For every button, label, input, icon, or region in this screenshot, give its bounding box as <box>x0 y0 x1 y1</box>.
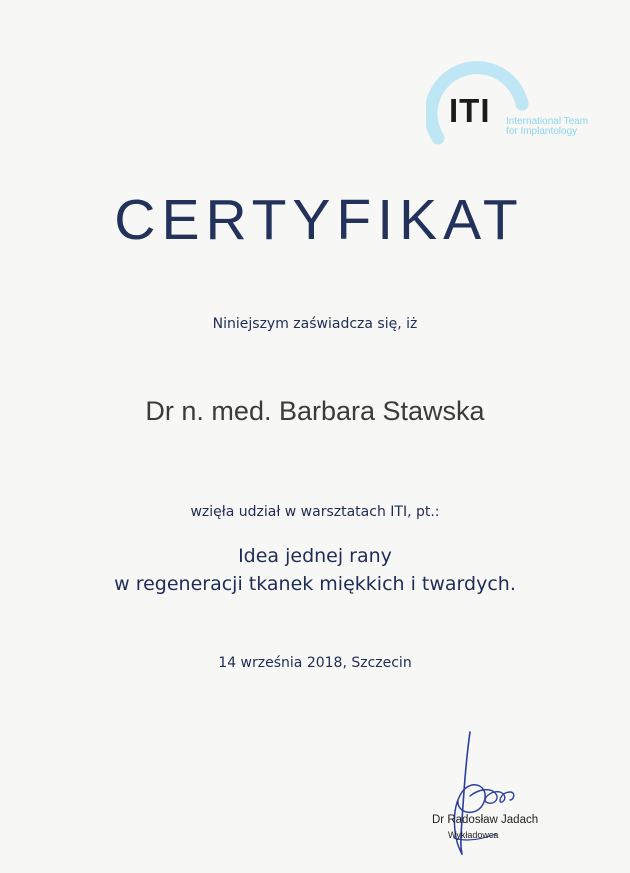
recipient-name: Dr n. med. Barbara Stawska <box>145 396 485 426</box>
iti-logo-line2: for Implantology <box>506 126 578 137</box>
signatory-block <box>432 814 552 840</box>
intro-text: Niniejszym zaświadcza się, iż <box>212 316 418 332</box>
course-title <box>0 542 630 598</box>
course-title-line2: w regeneracji tkanek miękkich i twardych. <box>114 573 516 595</box>
iti-logo <box>426 58 616 150</box>
iti-logo-line1: International Team <box>506 116 589 127</box>
certificate-title: CERTYFIKAT <box>114 188 524 252</box>
course-title-line1: Idea jednej rany <box>238 545 392 567</box>
participation-text: wzięła udział w warsztatach ITI, pt.: <box>190 504 440 520</box>
signatory-role: Wykładowca <box>448 830 499 840</box>
iti-logo-subtitle <box>506 117 588 137</box>
handwritten-signature <box>440 730 550 860</box>
iti-logo-mark: ITI <box>449 92 491 129</box>
signatory-name: Dr Radosław Jadach <box>432 814 539 826</box>
date-place: 14 września 2018, Szczecin <box>218 655 412 671</box>
